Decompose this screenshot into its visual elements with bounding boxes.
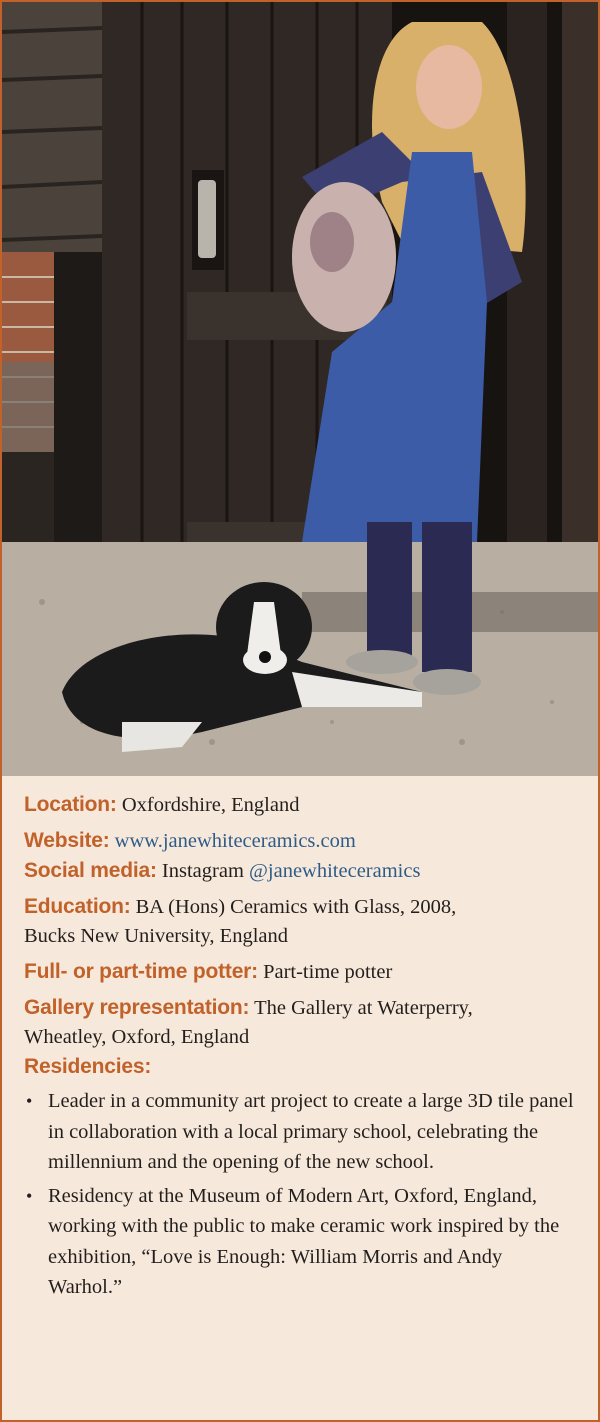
photo-illustration [2,2,598,776]
website-link[interactable]: www.janewhiteceramics.com [114,830,356,852]
website-row [24,826,576,856]
profile-info [2,776,598,1306]
bullet-icon: • [26,1091,33,1111]
gallery-label: Gallery representation: [24,996,250,1019]
gallery-value-line2: Wheatley, Oxford, England [24,1026,250,1048]
location-row [24,790,576,820]
social-handle-link[interactable]: @janewhiteceramics [249,860,421,882]
gallery-value: The Gallery at Waterperry, [254,997,473,1019]
social-platform: Instagram [161,860,244,882]
gallery-row [24,993,576,1052]
residency-text: Residency at the Museum of Modern Art, Oxford, England, working with the public to make ceramic work inspired by the exhibition, “Love is Enough: William Morris and Andy Warhol.” [48,1184,560,1298]
residency-text: Leader in a community art project to create a large 3D tile panel in collaboration with a local primary school, celebrating the millennium and the opening of the new school. [48,1090,574,1173]
website-label: Website: [24,829,110,852]
bullet-icon: • [26,1185,33,1206]
location-label: Location: [24,793,117,816]
status-value: Part-time potter [263,961,393,983]
education-row [24,892,576,951]
residencies-row [24,1052,576,1303]
residency-item [24,1086,576,1178]
residencies-label: Residencies: [24,1055,152,1078]
education-value: BA (Hons) Ceramics with Glass, 2008, [135,896,457,918]
social-row [24,856,576,886]
status-row [24,957,576,987]
artist-photo [2,2,598,776]
education-value-line2: Bucks New University, England [24,925,288,947]
residencies-list [24,1086,576,1303]
education-label: Education: [24,895,131,918]
status-label: Full- or part-time potter: [24,960,258,983]
social-label: Social media: [24,859,157,882]
residency-item [24,1181,576,1303]
location-value: Oxfordshire, England [121,794,300,816]
